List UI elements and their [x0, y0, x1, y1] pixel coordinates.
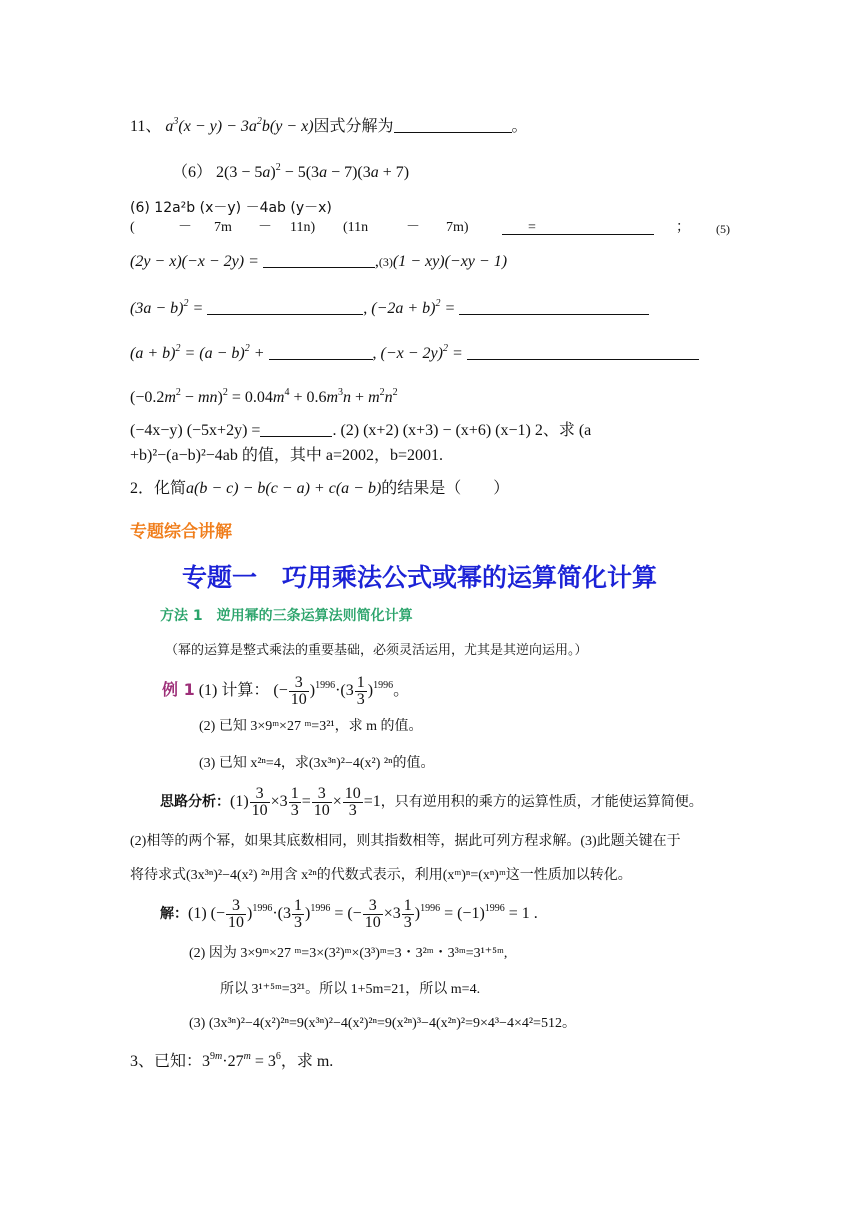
- line-a: (2y − x)(−x − 2y) = ,(3)(1 − xy)(−xy − 1): [130, 253, 508, 270]
- line-c: $(a + b)^2 = (a - b)^2$ + , $(-x - 2y)^2$ =: [130, 344, 699, 364]
- punctuation: 。: [393, 682, 410, 699]
- answer-blank: [467, 345, 699, 360]
- answer-blank: [207, 300, 363, 315]
- glyph: (11n: [343, 220, 369, 235]
- glyph: (5): [716, 222, 730, 236]
- question-text: ，求 m.: [280, 1053, 334, 1070]
- solution-2b: 所以 3¹⁺⁵ᵐ=3²¹。所以 1+5m=21，所以 m=4.: [220, 982, 481, 997]
- answer-blank: [263, 253, 375, 268]
- question-11: [130, 117, 528, 137]
- glyph: ；: [676, 220, 690, 235]
- question-text: 3、已知：: [130, 1053, 203, 1070]
- formula: (1 − xy)(−xy − 1): [392, 253, 508, 270]
- question-2: [130, 479, 509, 499]
- question-text: 的结果是（ ）: [381, 480, 510, 497]
- answer-blank: [394, 118, 512, 133]
- note: （幂的运算是整式乘法的重要基础，必须灵活运用，尤其是其逆向运用。）: [165, 643, 588, 658]
- answer-blank: [459, 300, 649, 315]
- formula: $(-2a + b)^2$ =: [367, 298, 460, 317]
- solution-label: 解：: [160, 906, 188, 922]
- glyph: 7m): [446, 220, 469, 235]
- formula: $(-x - 2y)^2$ =: [376, 343, 467, 362]
- formula: (2y − x)(−x − 2y) =: [130, 253, 263, 270]
- question-text: 2．化简: [130, 480, 187, 497]
- problem-label: (3): [378, 255, 393, 269]
- glyph: －: [406, 220, 420, 235]
- formula: (1) (− $\frac{3}{10}$ )$^{1996}$·(3 $\frac{1}{3}$ )$^{1996}$ = (− $\frac{3}{10}$ ×3 $\frac{1}{3}$ )$^{1996} = (-1)^{1996} = 1$ .: [188, 896, 538, 931]
- topic-title: 专题一 巧用乘法公式或幂的运算简化计算: [182, 563, 658, 592]
- line-e: [130, 421, 591, 441]
- line-f: +b)²−(a−b)²−4ab 的值，其中 a=2002，b=2001.: [130, 447, 444, 464]
- analysis-line-2: (2)相等的两个幂，如果其底数相同，则其指数相等，据此可列方程求解。(3)此题关键在于: [130, 834, 681, 849]
- punctuation: 。: [511, 118, 528, 135]
- formula: (− $\frac{3}{10}$ )$^{1996}$·(3 $\frac{1}{3}$ )$^{1996}$: [273, 673, 394, 708]
- problem-text: . (2) (x+2) (x+3) − (x+6) (x−1) 2、求 (a: [332, 422, 592, 439]
- glyph: －: [178, 220, 192, 235]
- solution-3: (3) (3x³ⁿ)²−4(x²)²ⁿ=9(x³ⁿ)²−4(x²)²ⁿ=9(x²ⁿ)³−4(x²ⁿ)²=9×4³−4×4²=512。: [189, 1016, 576, 1031]
- glyph: 7m: [214, 220, 232, 235]
- problem-6b: (6) 12a²b (x－y) －4ab (y－x): [130, 200, 332, 216]
- analysis: [160, 784, 703, 821]
- example-1: [162, 672, 409, 709]
- glyph: 11n): [290, 220, 316, 235]
- formula: $a^3(x - y) - 3a^2b(y - x)$: [165, 116, 314, 135]
- formula: $(3a - b)^2$ =: [130, 298, 208, 317]
- example-part-2: (2) 已知 3×9ᵐ×27 ᵐ=3²¹，求 m 的值。: [199, 719, 423, 734]
- problem-6: [172, 163, 409, 183]
- answer-blank: [260, 422, 332, 437]
- line-d: [130, 388, 398, 408]
- example-text: (1) 计算：: [198, 682, 270, 699]
- method-title: 方法 1 逆用幂的三条运算法则简化计算: [160, 608, 413, 624]
- question-3: [130, 1052, 333, 1072]
- question-text: 因式分解为: [313, 118, 394, 135]
- glyph: =: [528, 220, 536, 235]
- formula: $2(3 - 5a)^2 - 5(3a - 7)(3a + 7)$: [216, 162, 410, 181]
- section-heading: 专题综合讲解: [130, 522, 232, 542]
- problem-text: (−4x−y) (−5x+2y) =: [130, 422, 261, 439]
- glyph: －: [258, 220, 272, 235]
- example-label: 例 1: [162, 680, 195, 699]
- formula: (1) $\frac{3}{10}$ ×3 $\frac{1}{3}$ = $\frac{3}{10}$ × $\frac{10}{3}$ =1: [230, 784, 381, 819]
- question-number: 11、: [130, 118, 162, 135]
- problem-label: （6）: [172, 164, 213, 181]
- example-part-3: (3) 已知 x²ⁿ=4，求(3x³ⁿ)²−4(x²) ²ⁿ的值。: [199, 756, 435, 771]
- analysis-text: ，只有逆用积的乘方的运算性质，才能使运算简便。: [380, 795, 703, 810]
- glyph: (: [130, 220, 135, 235]
- solution-2: (2) 因为 3×9ᵐ×27 ᵐ=3×(3²)ᵐ×(3³)ᵐ=3・3²ᵐ・3³ᵐ=3¹⁺⁵ᵐ,: [189, 946, 508, 961]
- answer-blank: [502, 220, 654, 235]
- answer-blank: [269, 345, 373, 360]
- formula: $3^{9m}\cdot 27^m = 3^6$: [202, 1051, 281, 1070]
- analysis-label: 思路分析：: [160, 794, 230, 810]
- analysis-line-3: 将待求式(3x³ⁿ)²−4(x²) ²ⁿ用含 x²ⁿ的代数式表示，利用(xᵐ)ⁿ=(xⁿ)ᵐ这一性质加以转化。: [130, 868, 632, 883]
- formula: $(a + b)^2 = (a - b)^2$ +: [130, 343, 269, 362]
- formula: a(b − c) − b(c − a) + c(a − b): [186, 480, 382, 497]
- line-b: $(3a - b)^2$ = , $(-2a + b)^2$ =: [130, 299, 649, 319]
- formula: $(-0.2m^2 - mn)^2 = 0.04m^4 + 0.6m^3n + m^2n^2$: [130, 387, 398, 406]
- solution: [160, 896, 538, 932]
